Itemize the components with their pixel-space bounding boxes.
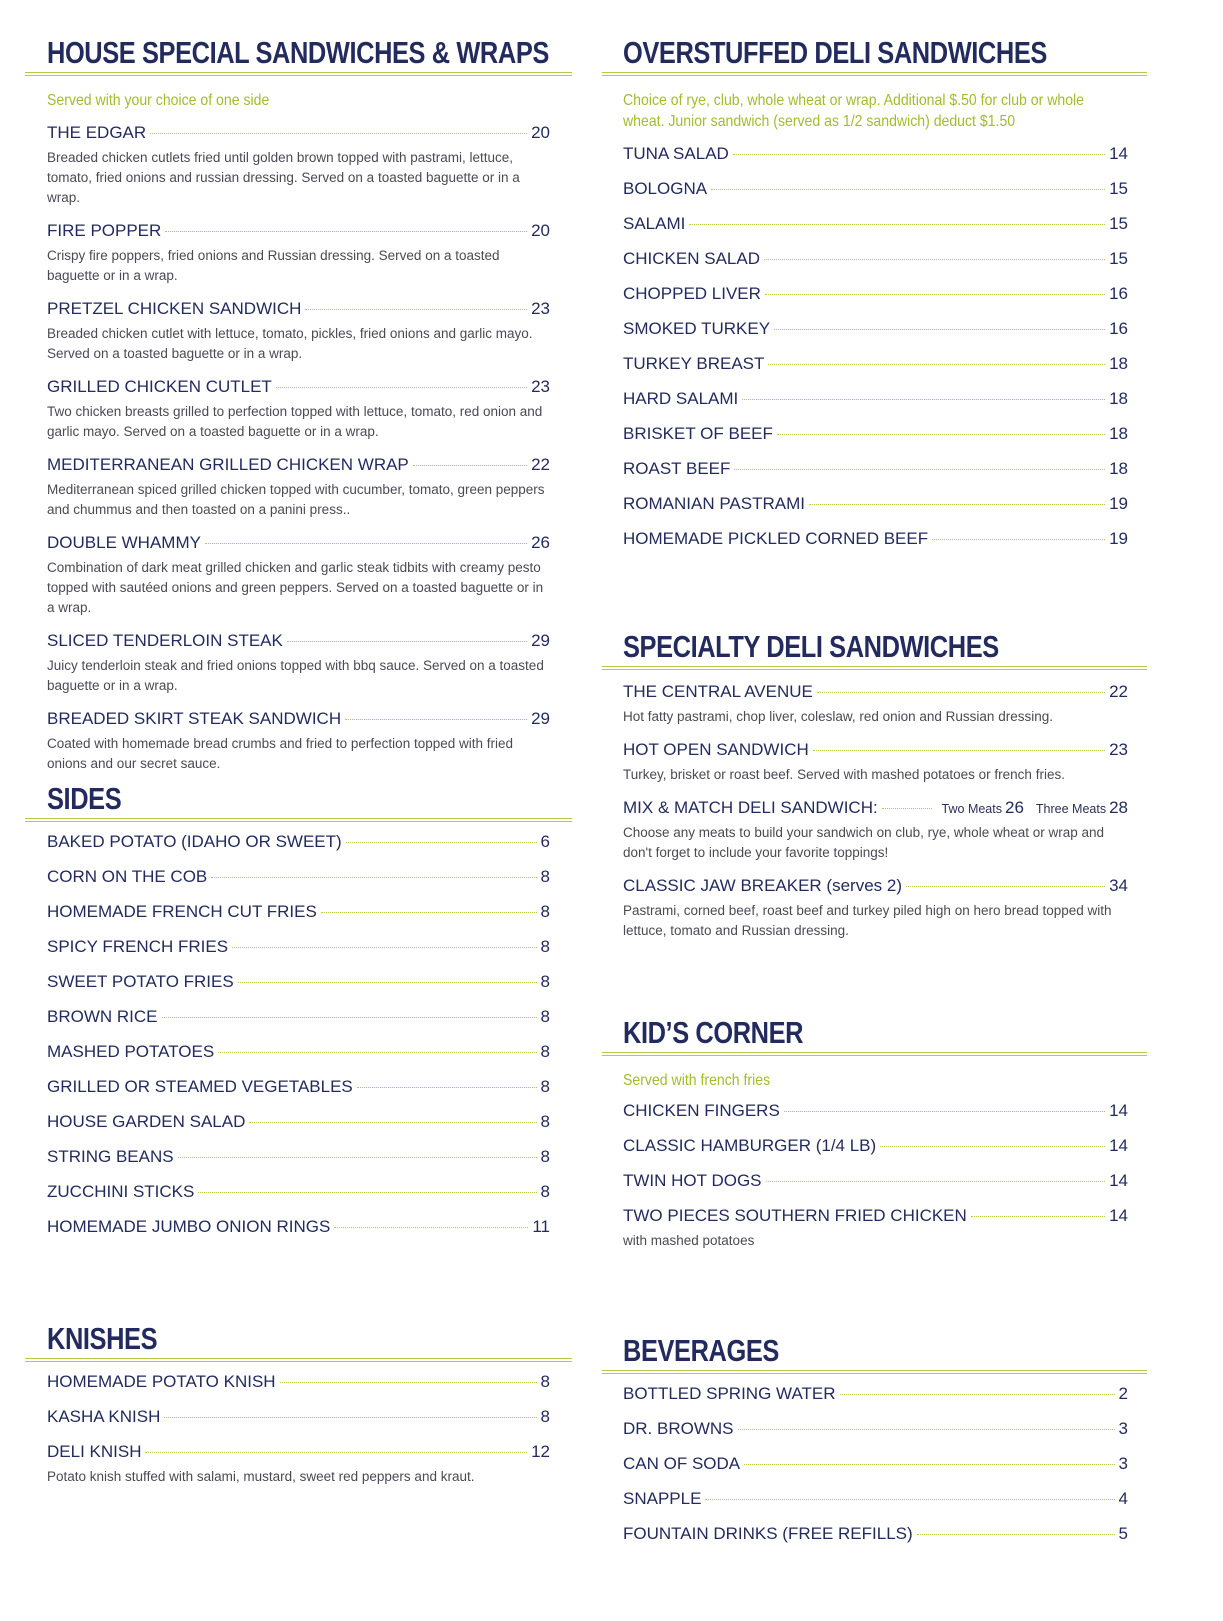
dot-leader bbox=[211, 877, 536, 878]
item-price: 20 bbox=[531, 221, 550, 240]
item-description: Combination of dark meat grilled chicken and garlic steak tidbits with creamy pesto topped with sautéed onions and green peppers. Served on a toasted baguette or in a wrap. bbox=[47, 560, 544, 615]
dot-leader bbox=[917, 1534, 1115, 1535]
menu-item bbox=[623, 1419, 1128, 1443]
item-name: MEDITERRANEAN GRILLED CHICKEN WRAP bbox=[47, 455, 409, 474]
menu-list bbox=[47, 123, 550, 774]
item-name: BOTTLED SPRING WATER bbox=[623, 1384, 836, 1403]
dot-leader bbox=[768, 364, 1105, 365]
item-description: Hot fatty pastrami, chop liver, coleslaw, red onion and Russian dressing. bbox=[623, 709, 1053, 724]
item-name: KASHA KNISH bbox=[47, 1407, 161, 1426]
item-price: 14 bbox=[1109, 1171, 1128, 1190]
menu-list bbox=[623, 1101, 1128, 1251]
item-description: with mashed potatoes bbox=[623, 1233, 755, 1248]
item-name: CAN OF SODA bbox=[623, 1454, 741, 1473]
section-title: BEVERAGES bbox=[623, 1333, 779, 1368]
menu-item bbox=[47, 299, 550, 364]
item-description: Two chicken breasts grilled to perfection topped with lettuce, tomato, red onion and garlic mayo. Served on a toasted baguette or in a wrap. bbox=[47, 404, 543, 439]
item-price: 8 bbox=[540, 1407, 550, 1426]
item-price: 6 bbox=[540, 832, 550, 851]
item-name: SLICED TENDERLOIN STEAK bbox=[47, 631, 283, 650]
dot-leader bbox=[777, 434, 1105, 435]
menu-item bbox=[47, 902, 550, 926]
item-price: 8 bbox=[540, 1112, 550, 1131]
dot-leader bbox=[971, 1216, 1105, 1217]
item-name: HOMEMADE JUMBO ONION RINGS bbox=[47, 1217, 331, 1236]
menu-item bbox=[623, 529, 1128, 553]
item-name: MIX & MATCH DELI SANDWICH: bbox=[623, 798, 878, 817]
item-name: HOUSE GARDEN SALAD bbox=[47, 1112, 246, 1131]
item-name: DR. BROWNS bbox=[623, 1419, 734, 1438]
item-name: TWIN HOT DOGS bbox=[623, 1171, 762, 1190]
item-price: 8 bbox=[540, 1007, 550, 1026]
section-note: Served with your choice of one side bbox=[47, 92, 270, 109]
dot-leader bbox=[357, 1087, 537, 1088]
item-name: STRING BEANS bbox=[47, 1147, 174, 1166]
section-header bbox=[620, 624, 1180, 670]
item-name: THE EDGAR bbox=[47, 123, 147, 142]
item-name: TUNA SALAD bbox=[623, 144, 729, 163]
item-description: Juicy tenderloin steak and fried onions topped with bbq sauce. Served on a toasted baguette or in a wrap. bbox=[47, 658, 544, 693]
item-price: 18 bbox=[1109, 459, 1128, 478]
item-price: 23 bbox=[531, 299, 550, 318]
section-note: Choice of rye, club, whole wheat or wrap. Additional $.50 for club or whole wheat. Junior sandwich (served as 1/2 sandwich) deduct $1.50 bbox=[623, 92, 1084, 130]
item-price: 8 bbox=[540, 867, 550, 886]
item-price: 15 bbox=[1109, 214, 1128, 233]
item-name: HOT OPEN SANDWICH bbox=[623, 740, 809, 759]
item-name: BRISKET OF BEEF bbox=[623, 424, 773, 443]
dot-leader bbox=[345, 719, 527, 720]
item-name: SMOKED TURKEY bbox=[623, 319, 771, 338]
item-price: 15 bbox=[1109, 249, 1128, 268]
section-title: KID’S CORNER bbox=[623, 1015, 804, 1050]
dot-leader bbox=[774, 329, 1105, 330]
section-rule bbox=[25, 818, 572, 822]
section-title: HOUSE SPECIAL SANDWICHES & WRAPS bbox=[47, 35, 549, 70]
item-price: 23 bbox=[1109, 740, 1128, 759]
item-description: Crispy fire poppers, fried onions and Russian dressing. Served on a toasted baguette or in a wrap. bbox=[47, 248, 500, 283]
section-rule bbox=[602, 72, 1147, 76]
dot-leader bbox=[249, 1122, 536, 1123]
item-name: BOLOGNA bbox=[623, 179, 708, 198]
menu-list bbox=[47, 1372, 550, 1487]
menu-item bbox=[623, 682, 1128, 727]
menu-item bbox=[47, 377, 550, 442]
menu-item bbox=[47, 1007, 550, 1031]
item-price: 8 bbox=[540, 1182, 550, 1201]
item-name: CLASSIC HAMBURGER (1/4 LB) bbox=[623, 1136, 877, 1155]
item-price: 20 bbox=[531, 123, 550, 142]
dot-leader bbox=[764, 259, 1105, 260]
item-description: Choose any meats to build your sandwich on club, rye, whole wheat or wrap and don't forget to include your favorite toppings! bbox=[623, 825, 1105, 860]
dot-leader bbox=[413, 465, 527, 466]
section-title: KNISHES bbox=[47, 1321, 158, 1356]
item-name: BROWN RICE bbox=[47, 1007, 158, 1026]
dot-leader bbox=[705, 1499, 1114, 1500]
section-rule bbox=[602, 666, 1147, 670]
item-price: 14 bbox=[1109, 1206, 1128, 1225]
dot-leader bbox=[734, 469, 1105, 470]
section-header bbox=[620, 1328, 1180, 1374]
item-price: 8 bbox=[540, 902, 550, 921]
item-price: 12 bbox=[531, 1442, 550, 1461]
dot-leader bbox=[178, 1157, 537, 1158]
menu-item bbox=[623, 389, 1128, 413]
item-description: Potato knish stuffed with salami, mustard, sweet red peppers and kraut. bbox=[47, 1469, 475, 1484]
sides-section bbox=[0, 776, 580, 1252]
menu-item bbox=[47, 1147, 550, 1171]
item-name: SWEET POTATO FRIES bbox=[47, 972, 234, 991]
menu-item bbox=[623, 494, 1128, 518]
section-header bbox=[620, 30, 1180, 76]
item-price: 8 bbox=[540, 937, 550, 956]
item-price: 8 bbox=[540, 1372, 550, 1391]
kids-corner-section bbox=[620, 1010, 1180, 1262]
specialty-section bbox=[620, 624, 1180, 954]
item-name: TURKEY BREAST bbox=[623, 354, 765, 373]
item-price: 14 bbox=[1109, 144, 1128, 163]
section-rule bbox=[602, 1370, 1147, 1374]
item-price: 11 bbox=[532, 1217, 550, 1236]
dot-leader bbox=[232, 947, 536, 948]
menu-item bbox=[623, 249, 1128, 273]
item-description: Breaded chicken cutlets fried until golden brown topped with pastrami, lettuce, tomato, fried onions and russian dressing. Served on a toasted baguette or in a wrap. bbox=[47, 150, 520, 205]
menu-item bbox=[47, 1372, 550, 1396]
dot-leader bbox=[287, 641, 527, 642]
item-name: CORN ON THE COB bbox=[47, 867, 208, 886]
item-name: ROAST BEEF bbox=[623, 459, 731, 478]
item-price: 29 bbox=[531, 631, 550, 650]
dot-leader bbox=[150, 133, 527, 134]
dot-leader bbox=[164, 1417, 536, 1418]
item-price: 15 bbox=[1109, 179, 1128, 198]
item-name: DELI KNISH bbox=[47, 1442, 142, 1461]
item-name: ROMANIAN PASTRAMI bbox=[623, 494, 805, 513]
item-price: 18 bbox=[1109, 424, 1128, 443]
dot-leader bbox=[765, 294, 1105, 295]
menu-item bbox=[47, 1217, 550, 1241]
dot-leader bbox=[813, 750, 1105, 751]
menu-item bbox=[47, 832, 550, 856]
item-name: BAKED POTATO (IDAHO OR SWEET) bbox=[47, 832, 342, 851]
dot-leader bbox=[165, 231, 527, 232]
section-rule bbox=[25, 72, 572, 76]
item-name: HOMEMADE POTATO KNISH bbox=[47, 1372, 276, 1391]
dot-leader bbox=[840, 1394, 1115, 1395]
item-price: 16 bbox=[1109, 284, 1128, 303]
dot-leader bbox=[198, 1192, 536, 1193]
item-name: MASHED POTATOES bbox=[47, 1042, 215, 1061]
item-name: PRETZEL CHICKEN SANDWICH bbox=[47, 299, 302, 318]
item-price: 16 bbox=[1109, 319, 1128, 338]
menu-item bbox=[47, 937, 550, 961]
dot-leader bbox=[882, 808, 932, 809]
section-rule bbox=[25, 1358, 572, 1362]
two-meats-price: 26 bbox=[1004, 798, 1024, 817]
item-price: 4 bbox=[1118, 1489, 1128, 1508]
menu-item bbox=[623, 1524, 1128, 1548]
menu-list bbox=[47, 832, 550, 1241]
item-name: BREADED SKIRT STEAK SANDWICH bbox=[47, 709, 342, 728]
menu-item bbox=[623, 1206, 1128, 1251]
menu-item bbox=[47, 1077, 550, 1101]
section-title: OVERSTUFFED DELI SANDWICHES bbox=[623, 35, 1047, 70]
menu-item bbox=[47, 631, 550, 696]
item-name: GRILLED CHICKEN CUTLET bbox=[47, 377, 272, 396]
menu-item bbox=[47, 123, 550, 208]
item-name: TWO PIECES SOUTHERN FRIED CHICKEN bbox=[623, 1206, 967, 1225]
dot-leader bbox=[346, 842, 537, 843]
item-name: SNAPPLE bbox=[623, 1489, 702, 1508]
item-name: FOUNTAIN DRINKS (FREE REFILLS) bbox=[623, 1524, 913, 1543]
section-rule bbox=[602, 1052, 1147, 1056]
menu-item bbox=[47, 709, 550, 774]
item-price: 22 bbox=[1109, 682, 1128, 701]
section-header bbox=[0, 776, 580, 822]
menu-item bbox=[47, 455, 550, 520]
menu-item bbox=[623, 1101, 1128, 1125]
item-name: CHOPPED LIVER bbox=[623, 284, 761, 303]
dot-leader bbox=[280, 1382, 537, 1383]
item-description: Turkey, brisket or roast beef. Served with mashed potatoes or french fries. bbox=[623, 767, 1065, 782]
dot-leader bbox=[932, 539, 1105, 540]
section-note: Served with french fries bbox=[623, 1072, 771, 1089]
menu-item bbox=[623, 284, 1128, 308]
overstuffed-section bbox=[620, 30, 1180, 564]
dot-leader bbox=[162, 1017, 537, 1018]
menu-item bbox=[47, 1182, 550, 1206]
menu-item bbox=[47, 1042, 550, 1066]
section-title: SPECIALTY DELI SANDWICHES bbox=[623, 629, 999, 664]
item-price: 14 bbox=[1109, 1101, 1128, 1120]
menu-item bbox=[623, 1171, 1128, 1195]
item-name: DOUBLE WHAMMY bbox=[47, 533, 201, 552]
dot-leader bbox=[321, 912, 537, 913]
item-name: ZUCCHINI STICKS bbox=[47, 1182, 195, 1201]
menu-item bbox=[623, 1136, 1128, 1160]
item-description: Pastrami, corned beef, roast beef and turkey piled high on hero bread topped with lettuce, tomato and Russian dressing. bbox=[623, 903, 1112, 938]
menu-item bbox=[623, 1384, 1128, 1408]
item-name: CHICKEN SALAD bbox=[623, 249, 760, 268]
dot-leader bbox=[711, 189, 1105, 190]
menu-item bbox=[623, 424, 1128, 448]
menu-item bbox=[623, 1489, 1128, 1513]
item-price: 18 bbox=[1109, 389, 1128, 408]
menu-list bbox=[623, 144, 1128, 553]
item-name: SPICY FRENCH FRIES bbox=[47, 937, 229, 956]
item-price: 22 bbox=[531, 455, 550, 474]
section-header bbox=[0, 1316, 580, 1362]
house-special-section bbox=[0, 30, 580, 787]
menu-item bbox=[623, 354, 1128, 378]
item-description: Coated with homemade bread crumbs and fried to perfection topped with fried onions and our secret sauce. bbox=[47, 736, 514, 771]
item-price: 5 bbox=[1118, 1524, 1128, 1543]
item-name: HARD SALAMI bbox=[623, 389, 739, 408]
mix-match-item bbox=[623, 798, 1128, 863]
menu-item bbox=[47, 221, 550, 286]
menu-item bbox=[623, 214, 1128, 238]
item-name: HOMEMADE FRENCH CUT FRIES bbox=[47, 902, 317, 921]
two-meats-label: Two Meats bbox=[941, 802, 1002, 816]
item-price: 23 bbox=[531, 377, 550, 396]
item-price: 26 bbox=[531, 533, 550, 552]
dot-leader bbox=[809, 504, 1105, 505]
menu-item bbox=[623, 876, 1128, 941]
menu-item bbox=[47, 1442, 550, 1487]
dot-leader bbox=[205, 543, 527, 544]
item-price: 8 bbox=[540, 972, 550, 991]
dot-leader bbox=[744, 1464, 1114, 1465]
item-price: 8 bbox=[540, 1042, 550, 1061]
beverages-section bbox=[620, 1328, 1180, 1559]
item-price: 8 bbox=[540, 1147, 550, 1166]
item-price: 19 bbox=[1109, 494, 1128, 513]
three-meats-label: Three Meats bbox=[1035, 802, 1107, 816]
item-name: THE CENTRAL AVENUE bbox=[623, 682, 813, 701]
knishes-section bbox=[0, 1316, 580, 1498]
item-price: 3 bbox=[1118, 1454, 1128, 1473]
dot-leader bbox=[742, 399, 1105, 400]
item-price: 18 bbox=[1109, 354, 1128, 373]
section-header bbox=[620, 1010, 1180, 1056]
section-header bbox=[0, 30, 580, 76]
menu-item bbox=[623, 1454, 1128, 1478]
dot-leader bbox=[733, 154, 1105, 155]
dot-leader bbox=[145, 1452, 527, 1453]
item-price: 14 bbox=[1109, 1136, 1128, 1155]
dot-leader bbox=[738, 1429, 1115, 1430]
three-meats-price: 28 bbox=[1109, 798, 1128, 817]
dot-leader bbox=[817, 692, 1105, 693]
dot-leader bbox=[334, 1227, 528, 1228]
item-price: 19 bbox=[1109, 529, 1128, 548]
menu-item bbox=[47, 533, 550, 618]
item-price: 3 bbox=[1118, 1419, 1128, 1438]
dot-leader bbox=[218, 1052, 536, 1053]
item-name: FIRE POPPER bbox=[47, 221, 162, 240]
menu-item bbox=[623, 740, 1128, 785]
menu-item bbox=[623, 459, 1128, 483]
menu-item bbox=[47, 867, 550, 891]
item-price: 29 bbox=[531, 709, 550, 728]
item-price: 8 bbox=[540, 1077, 550, 1096]
dot-leader bbox=[238, 982, 537, 983]
dot-leader bbox=[305, 309, 527, 310]
item-name: SALAMI bbox=[623, 214, 686, 233]
item-name: GRILLED OR STEAMED VEGETABLES bbox=[47, 1077, 353, 1096]
menu-item bbox=[47, 1407, 550, 1431]
menu-list bbox=[623, 1384, 1128, 1548]
dot-leader bbox=[766, 1181, 1106, 1182]
dot-leader bbox=[689, 224, 1105, 225]
item-description: Breaded chicken cutlet with lettuce, tomato, pickles, fried onions and garlic mayo. Served on a toasted baguette or in a wrap. bbox=[47, 326, 533, 361]
menu-item bbox=[623, 319, 1128, 343]
item-name: CHICKEN FINGERS bbox=[623, 1101, 780, 1120]
item-price: 2 bbox=[1118, 1384, 1128, 1403]
menu-list bbox=[623, 682, 1128, 941]
menu-item bbox=[623, 179, 1128, 203]
item-name: HOMEMADE PICKLED CORNED BEEF bbox=[623, 529, 929, 548]
item-price: 34 bbox=[1109, 876, 1128, 895]
menu-item bbox=[47, 972, 550, 996]
menu-item bbox=[47, 1112, 550, 1136]
item-name: CLASSIC JAW BREAKER (serves 2) bbox=[623, 876, 902, 895]
section-title: SIDES bbox=[47, 781, 122, 816]
menu-item bbox=[623, 144, 1128, 168]
dot-leader bbox=[880, 1146, 1105, 1147]
item-description: Mediterranean spiced grilled chicken topped with cucumber, tomato, green peppers and chummus and then toasted on a panini press.. bbox=[47, 482, 545, 517]
dot-leader bbox=[784, 1111, 1105, 1112]
dot-leader bbox=[276, 387, 527, 388]
dot-leader bbox=[906, 886, 1105, 887]
